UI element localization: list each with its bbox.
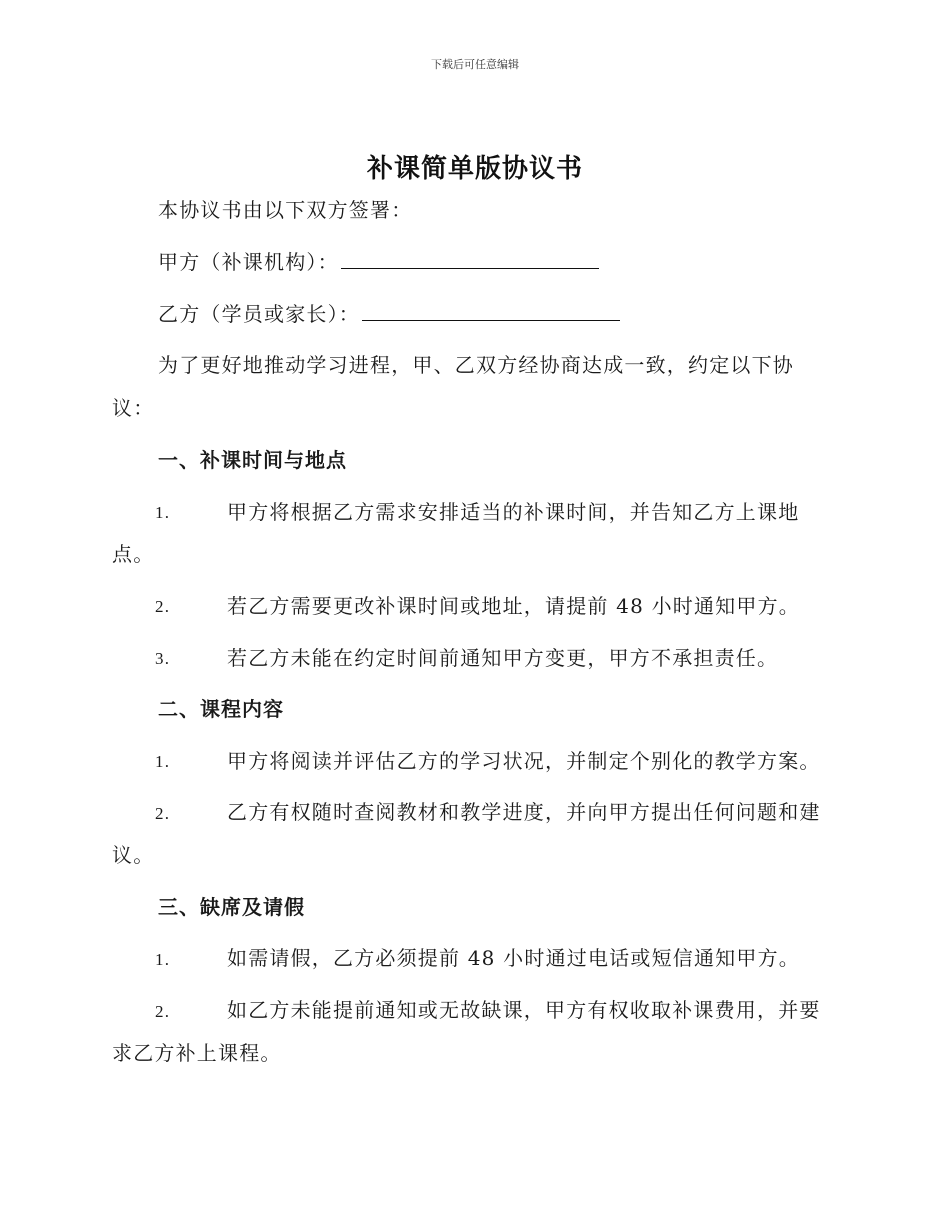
item-number: 2. xyxy=(155,804,171,823)
item-number: 1. xyxy=(155,503,171,522)
item-text-continued: 点。 xyxy=(112,542,155,566)
party-b-blank[interactable] xyxy=(362,300,620,321)
party-a-line xyxy=(158,248,599,276)
item-text: 如需请假，乙方必须提前 48 小时通过电话或短信通知甲方。 xyxy=(227,946,800,970)
item-text-continued: 求乙方补上课程。 xyxy=(112,1041,282,1065)
section-heading: 一、补课时间与地点 xyxy=(158,448,347,472)
intro-line: 本协议书由以下双方签署： xyxy=(158,198,413,222)
item-text: 甲方将阅读并评估乙方的学习状况，并制定个别化的教学方案。 xyxy=(227,749,821,773)
party-a-blank[interactable] xyxy=(341,248,599,269)
item-number: 3. xyxy=(155,649,171,668)
party-b-line xyxy=(158,300,620,328)
item-number: 1. xyxy=(155,752,171,771)
item-text: 乙方有权随时查阅教材和教学进度，并向甲方提出任何问题和建 xyxy=(227,800,821,824)
section-heading: 二、课程内容 xyxy=(158,697,284,721)
page-header-note: 下载后可任意编辑 xyxy=(431,58,519,71)
preamble-line-2: 议： xyxy=(112,396,155,420)
item-number: 1. xyxy=(155,950,171,969)
party-a-label: 甲方（补课机构）： xyxy=(158,250,339,274)
item-text: 甲方将根据乙方需求安排适当的补课时间，并告知乙方上课地 xyxy=(227,500,800,524)
item-text-continued: 议。 xyxy=(112,843,155,867)
item-number: 2. xyxy=(155,597,171,616)
item-text: 若乙方需要更改补课时间或地址，请提前 48 小时通知甲方。 xyxy=(227,594,800,618)
item-text: 如乙方未能提前通知或无故缺课，甲方有权收取补课费用，并要 xyxy=(227,998,821,1022)
section-heading: 三、缺席及请假 xyxy=(158,895,305,919)
document-title: 补课简单版协议书 xyxy=(366,154,583,184)
party-b-label: 乙方（学员或家长）： xyxy=(158,302,360,326)
preamble-line-1: 为了更好地推动学习进程，甲、乙双方经协商达成一致，约定以下协 xyxy=(158,353,794,377)
item-number: 2. xyxy=(155,1002,171,1021)
item-text: 若乙方未能在约定时间前通知甲方变更，甲方不承担责任。 xyxy=(227,646,779,670)
